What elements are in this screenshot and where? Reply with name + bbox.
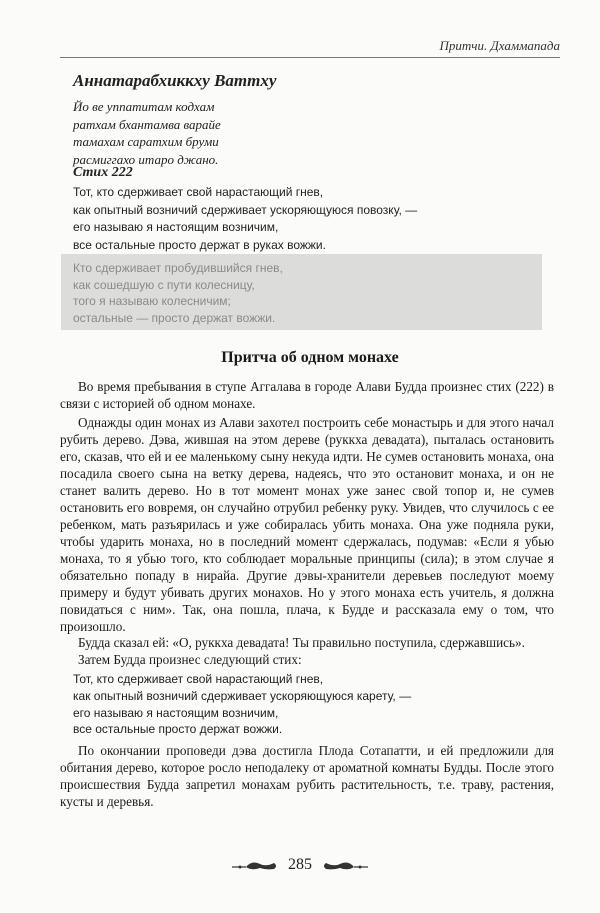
pali-line: тамахам саратхим бруми (73, 134, 219, 149)
paragraph-text: По окончании проповеди дэва достигла Плода Сотапатти, и ей предложили для обитания дерево, которое росло неподалеку от ароматной комнаты Будды. После этого происшествия Будда запретил монахам рубить растительность, т.е. траву, растения, кусты и деревья. (60, 743, 554, 809)
right-ornament-icon (320, 858, 370, 872)
verse-repeat-line: Тот, кто сдерживает свой нарастающий гнев, (73, 672, 324, 686)
grey-verse-text (73, 260, 283, 326)
paragraph-text: Во время пребывания в ступе Аггалава в городе Алави Будда произнес стих (222) в связи с историей об одном монахе. (60, 379, 554, 411)
paragraph-verse-intro (60, 651, 554, 668)
pali-line: Йо ве уппатитам кодхам (73, 99, 215, 114)
verse-repeat-line: все остальные просто держат вожжи. (73, 722, 283, 737)
translation-line: как опытный возничий сдерживает ускоряющуюся повозку, — (73, 202, 418, 217)
paragraph-intro (60, 378, 554, 412)
verse-number: Стих 222 (73, 165, 133, 180)
pali-line: расмиггахо итаро джано. (73, 151, 219, 167)
verse-repeat-line: как опытный возничий сдерживает ускоряющуюся карету, — (73, 688, 412, 703)
verse-repeat-line: его называю я настоящим возничим, (73, 705, 279, 720)
grey-verse-line: Кто сдерживает пробудившийся гнев, (73, 261, 283, 275)
page-footer (0, 856, 600, 874)
paragraph-text: Будда сказал ей: «О, руккха девадата! Ты правильно поступила, сдержавшись». (78, 635, 525, 650)
paragraph-buddha-said (60, 634, 554, 651)
pali-title: Аннатарабхиккху Ваттху (73, 71, 277, 90)
grey-verse-line: того я называю колесничим; (73, 294, 231, 308)
translation-line: все остальные просто держат в руках вожжи. (73, 237, 326, 252)
left-ornament-icon (230, 858, 280, 872)
verse-translation (73, 184, 417, 254)
section-title: Притча об одном монахе (221, 349, 399, 366)
paragraph-text: Однажды один монах из Алави захотел построить себе монастырь и для этого начал рубить дерево. Дэва, жившая на этом дереве (руккха девадата), пыталась остановить его, сказав, что ей и ее маленькому сыну некуда идти. Не сумев остановить монаха, она посадила своего сына на ветку дерева, надеясь, что это остановит монаха, и он не станет валить дерево. Но в тот момент монах уже занес свой топор и, не сумев остановить его вовремя, он случайно отрубил ребенку руку. Увидев, что случилось с ее ребенком, мать разъярилась и уже собиралась убить монаха. Она уже подняла руки, чтобы ударить монаха, но в последний момент сдержалась, подумав: «Если я убью монаха, то я убью того, кто соблюдает моральные принципы (сила); в этом случае я обязательно попаду в нирайа. Другие дэвы-хранители деревьев последуют моему примеру и будут убивать других монахов. Но у этого монаха есть учитель, я должна повидаться с ним». Так, она пошла, плача, к Будде и рассказала ему о том, что произошло. (60, 415, 554, 634)
paragraph-story (60, 414, 554, 635)
grey-verse-line: остальные — просто держат вожжи. (73, 310, 276, 325)
pali-line: ратхам бхантамва варайе (73, 116, 221, 132)
grey-verse-line: как сошедшую с пути колесницу, (73, 277, 255, 292)
page-number: 285 (288, 856, 312, 874)
paragraph-text: Затем Будда произнес следующий стих: (78, 652, 302, 667)
translation-line: Тот, кто сдерживает свой нарастающий гнев, (73, 185, 324, 199)
paragraph-conclusion (60, 742, 554, 810)
translation-line: его называю я настоящим возничим, (73, 220, 279, 234)
running-header: Притчи. Дхаммапада (439, 38, 560, 53)
header-rule (60, 57, 560, 58)
pali-verse (73, 98, 221, 168)
verse-repeat (73, 671, 411, 738)
